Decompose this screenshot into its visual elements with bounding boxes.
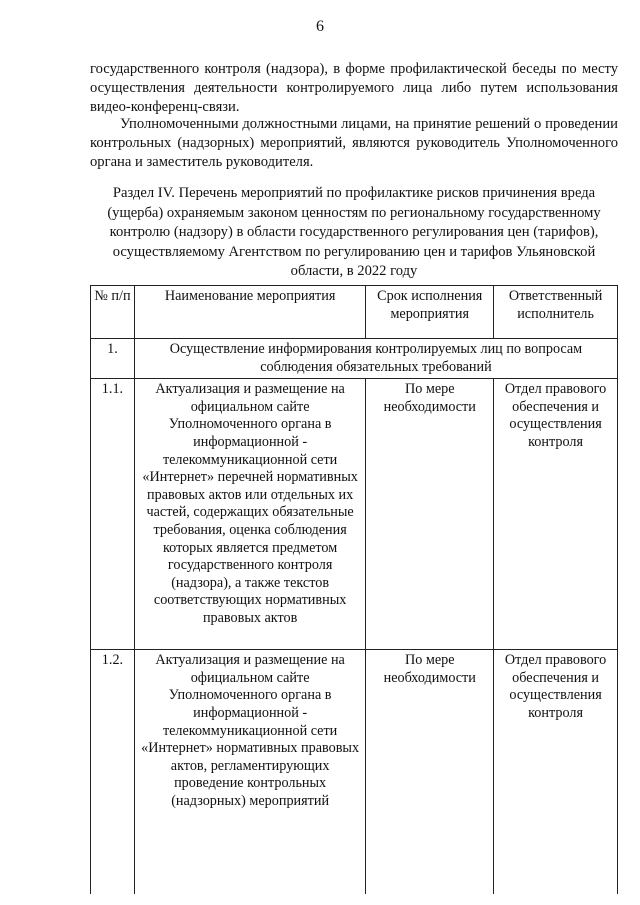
table-header-row <box>91 286 618 339</box>
section-row-title: Осуществление информирования контролируемых лиц по вопросам соблюдения обязательных требований <box>134 339 617 379</box>
row-name: Актуализация и размещение на официальном сайте Уполномоченного органа в информационной - телекоммуникационной сети «Интернет» перечней нормативных правовых актов или отдельных их частей, содержащих обязательные требования, оценка соблюдения которых является предметом государственного контроля (надзора), а также текстов соответствующих нормативных правовых актов <box>134 379 365 650</box>
row-num: 1.1. <box>91 379 135 650</box>
row-term: По мере необходимости <box>366 650 494 895</box>
table-row <box>91 379 618 650</box>
row-responsible: Отдел правового обеспечения и осуществления контроля <box>494 379 618 650</box>
row-responsible: Отдел правового обеспечения и осуществления контроля <box>494 650 618 895</box>
section-row-num: 1. <box>91 339 135 379</box>
paragraph-prevention-talk: государственного контроля (надзора), в форме профилактической беседы по месту осуществления деятельности контролируемого лица либо путем использования видео-конференц-связи. <box>90 61 618 115</box>
header-term: Срок исполнения мероприятия <box>366 286 494 339</box>
page-number: 6 <box>316 18 324 35</box>
header-name: Наименование мероприятия <box>134 286 365 339</box>
measures-table <box>90 285 618 894</box>
paragraph-authorized-officials: Уполномоченными должностными лицами, на принятие решений о проведении контрольных (надзорных) мероприятий, являются руководитель Уполномоченного органа и заместитель руководителя. <box>90 116 618 170</box>
row-num: 1.2. <box>91 650 135 895</box>
row-name: Актуализация и размещение на официальном сайте Уполномоченного органа в информационной - телекоммуникационной сети «Интернет» нормативных правовых актов, регламентирующих проведение контрольных (надзорных) мероприятий <box>134 650 365 895</box>
table-row <box>91 650 618 895</box>
header-responsible: Ответственный исполнитель <box>494 286 618 339</box>
header-num: № п/п <box>91 286 135 339</box>
row-term: По мере необходимости <box>366 379 494 650</box>
section-title: Раздел IV. Перечень мероприятий по профилактике рисков причинения вреда (ущерба) охраняемым законом ценностям по региональному государственному контролю (надзору) в области государственного регулирования цен (тарифов), осуществляемому Агентством по регулированию цен и тарифов Ульяновской области, в 2022 году <box>107 185 601 279</box>
table-section-row <box>91 339 618 379</box>
